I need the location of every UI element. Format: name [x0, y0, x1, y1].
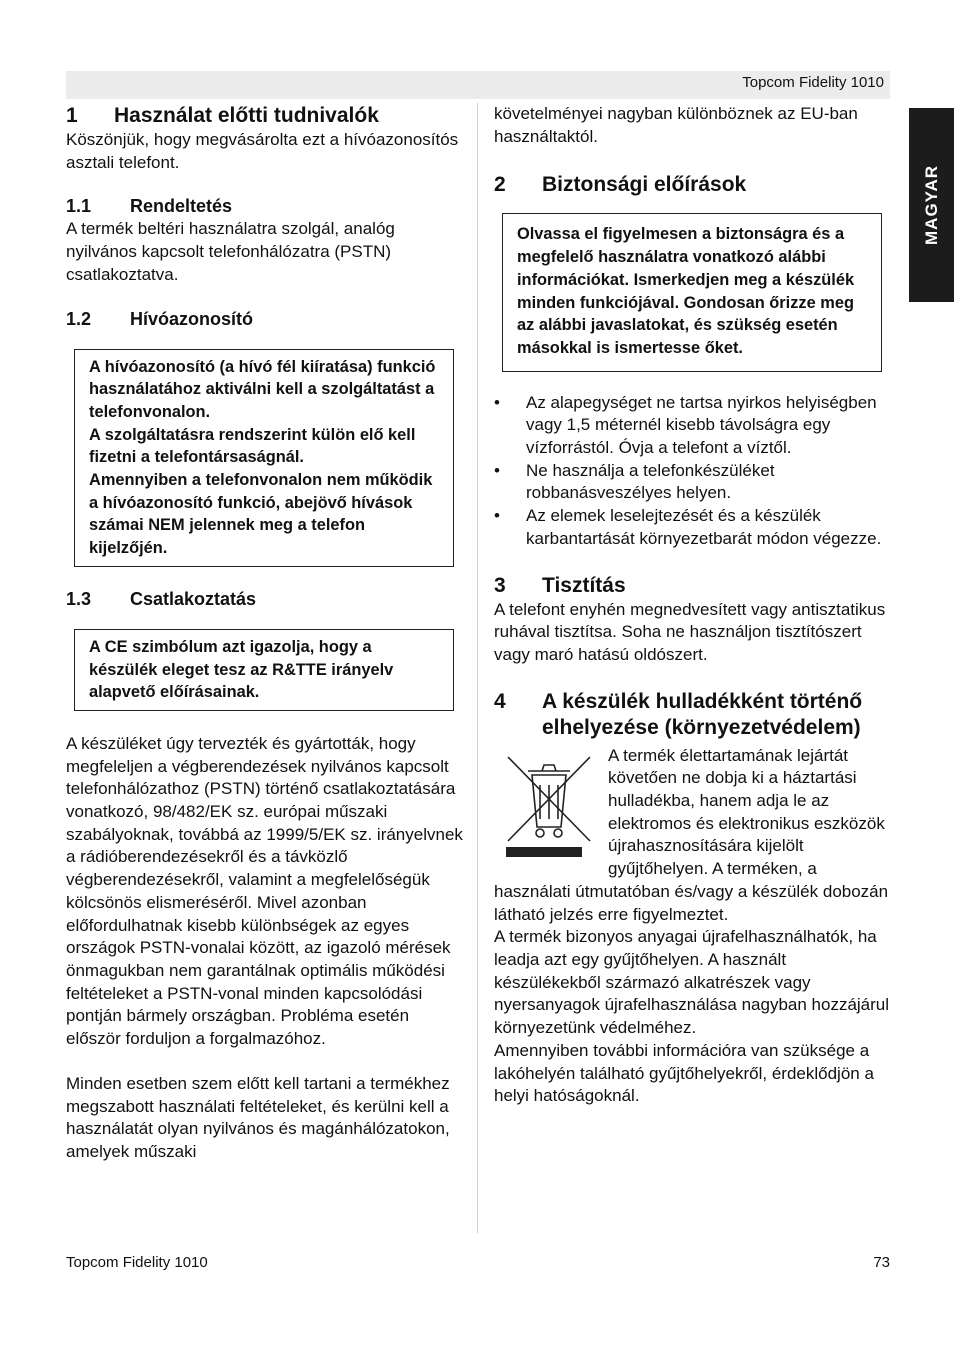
section-1-2-heading: [66, 307, 466, 331]
header-title: Topcom Fidelity 1010: [742, 74, 884, 91]
section-number: 1.2: [66, 308, 92, 329]
caller-id-notice-box: [74, 349, 454, 567]
list-item: • Ne használja a telefonkészüléket robbanásveszélyes helyen.: [494, 460, 890, 505]
weee-bin-icon: [504, 749, 594, 859]
section-title: Tisztítás: [542, 573, 626, 597]
section-title: Hívóazonosító: [130, 308, 254, 329]
column-divider: [477, 103, 478, 1233]
list-item: • Az elemek leselejtezését és a készülék karbantartását környezetbarát módon végezze.: [494, 505, 890, 550]
disposal-paragraph: A termék élettartamának lejártát követően ne dobja ki a háztartási hulladékba, hanem adja le az elektromos és elektronikus eszközök újrahasznosítására kijelölt gyűjtőhelyen. A terméken, a használati útmutatóban és/vagy a készülék dobozán látható jelzés erre figyelmeztet.: [494, 745, 889, 924]
left-column: [66, 103, 466, 1164]
running-header: [66, 71, 890, 99]
section-2-heading: [494, 172, 890, 198]
disposal-body: [494, 745, 890, 1108]
right-column: [494, 103, 890, 1108]
section-number: 4: [494, 689, 506, 713]
safety-list: [494, 392, 890, 551]
ce-notice-box: [74, 629, 454, 711]
section-title: Használat előtti tudnivalók: [114, 104, 379, 127]
notice-paragraph: Amennyiben a telefonvonalon nem működik a hívóazonosító funkció, abejövő hívások számai NEM jelennek meg a telefon kijelzőjén.: [89, 471, 433, 558]
page-number: 73: [873, 1254, 890, 1271]
section-title: Biztonsági előírások: [542, 173, 747, 197]
recycling-paragraph: A termék bizonyos anyagai újrafelhasználhatók, ha leadja azt egy gyűjtőhelyen. A használt készülékekből származó alkatrészek vagy nyersanyagok újrafelhasználása nagyban hozzájárul környezetünk védelméhez.: [494, 927, 890, 1038]
section-number: 1.1: [66, 196, 92, 217]
footer-title: Topcom Fidelity 1010: [66, 1254, 208, 1271]
cleaning-text: A telefont enyhén megnedvesített vagy antisztatikus ruhával tisztítsa. Soha ne használjon tisztítószert vagy maró hatású oldószert.: [494, 599, 886, 664]
section-1-1-text: A termék beltéri használatra szolgál, analóg nyilvános kapcsolt telefonhálózatra (PSTN) csatlakoztatva.: [66, 219, 395, 284]
usage-conditions-continuation: követelményei nagyban különböznek az EU-ban használtaktól.: [494, 104, 858, 146]
section-4-heading: [494, 689, 890, 741]
safety-notice-box: [502, 213, 882, 371]
notice-paragraph: A hívóazonosító (a hívó fél kiíratása) funkció használatához aktiválni kell a szolgáltatást a telefonvonalon.: [89, 357, 436, 421]
section-number: 1.3: [66, 588, 92, 609]
section-title: A készülék hulladékként történő elhelyezése (környezetvédelem): [542, 689, 863, 739]
language-tab: [909, 108, 954, 302]
section-1-intro: Köszönjük, hogy megvásárolta ezt a hívóazonosítós asztali telefont.: [66, 130, 459, 172]
section-number: 1: [66, 104, 78, 127]
connection-paragraph: A készüléket úgy tervezték és gyártották, hogy megfeleljen a végberendezések nyilvános kapcsolt telefonhálózathoz (PSTN) történő csatlakoztatására vonatkozó, 98/482/EK sz. európai műszaki szabályoknak, továbbá az 1999/5/EK sz. irányelvnek a rádióberendezésekről és a távközlő végberendezésekről, valamint a megfelelőségük kölcsönös elismeréséről. Mivel azonban előfordulhatnak kisebb különbségek az egyes országok PSTN-vonalai között, az igazoló mérések önmagukban nem garantálnak optimális működési feltételeket a PSTN-vonal minden kapcsolódási pontján bármely országban. Probléma esetén először forduljon a forgalmazóhoz.: [66, 733, 463, 1049]
section-1-1-heading: [66, 194, 466, 218]
notice-paragraph: A szolgáltatásra rendszerint külön elő kell fizetni a telefontársaságnál.: [89, 425, 416, 467]
section-number: 2: [494, 173, 506, 197]
section-1-heading: [66, 103, 466, 129]
section-title: Csatlakoztatás: [130, 588, 257, 609]
list-item: • Az alapegységet ne tartsa nyirkos helyiségben vagy 1,5 méternél kisebb távolságra egy vízforrástól. Óvja a telefont a víztől.: [494, 392, 890, 460]
section-1-3-heading: [66, 587, 466, 611]
section-3-heading: [494, 573, 890, 599]
usage-conditions-paragraph: Minden esetben szem előtt kell tartani a termékhez megszabott használati feltételeket, és kerülni kell a használatát olyan nyilvános és magánhálózatokon, amelyek műszaki: [66, 1073, 450, 1161]
notice-paragraph: A CE szimbólum azt igazolja, hogy a készülék eleget tesz az R&TTE irányelv alapvető előírásainak.: [89, 637, 394, 702]
contact-paragraph: Amennyiben további információra van szüksége a lakóhelyén található gyűjtőhelyekről, érdeklődjön a helyi hatóságoknál.: [494, 1040, 874, 1106]
language-tab-label: MAGYAR: [921, 165, 941, 245]
section-number: 3: [494, 573, 506, 597]
notice-paragraph: Olvassa el figyelmesen a biztonságra és a megfelelő használatra vonatkozó alábbi információkat. Ismerkedjen meg a készülék minden funkciójával. Gondosan őrizze meg az alábbi javaslatokat, és szükség esetén másokkal is ismertesse őket.: [517, 225, 855, 357]
section-title: Rendeltetés: [130, 196, 233, 217]
